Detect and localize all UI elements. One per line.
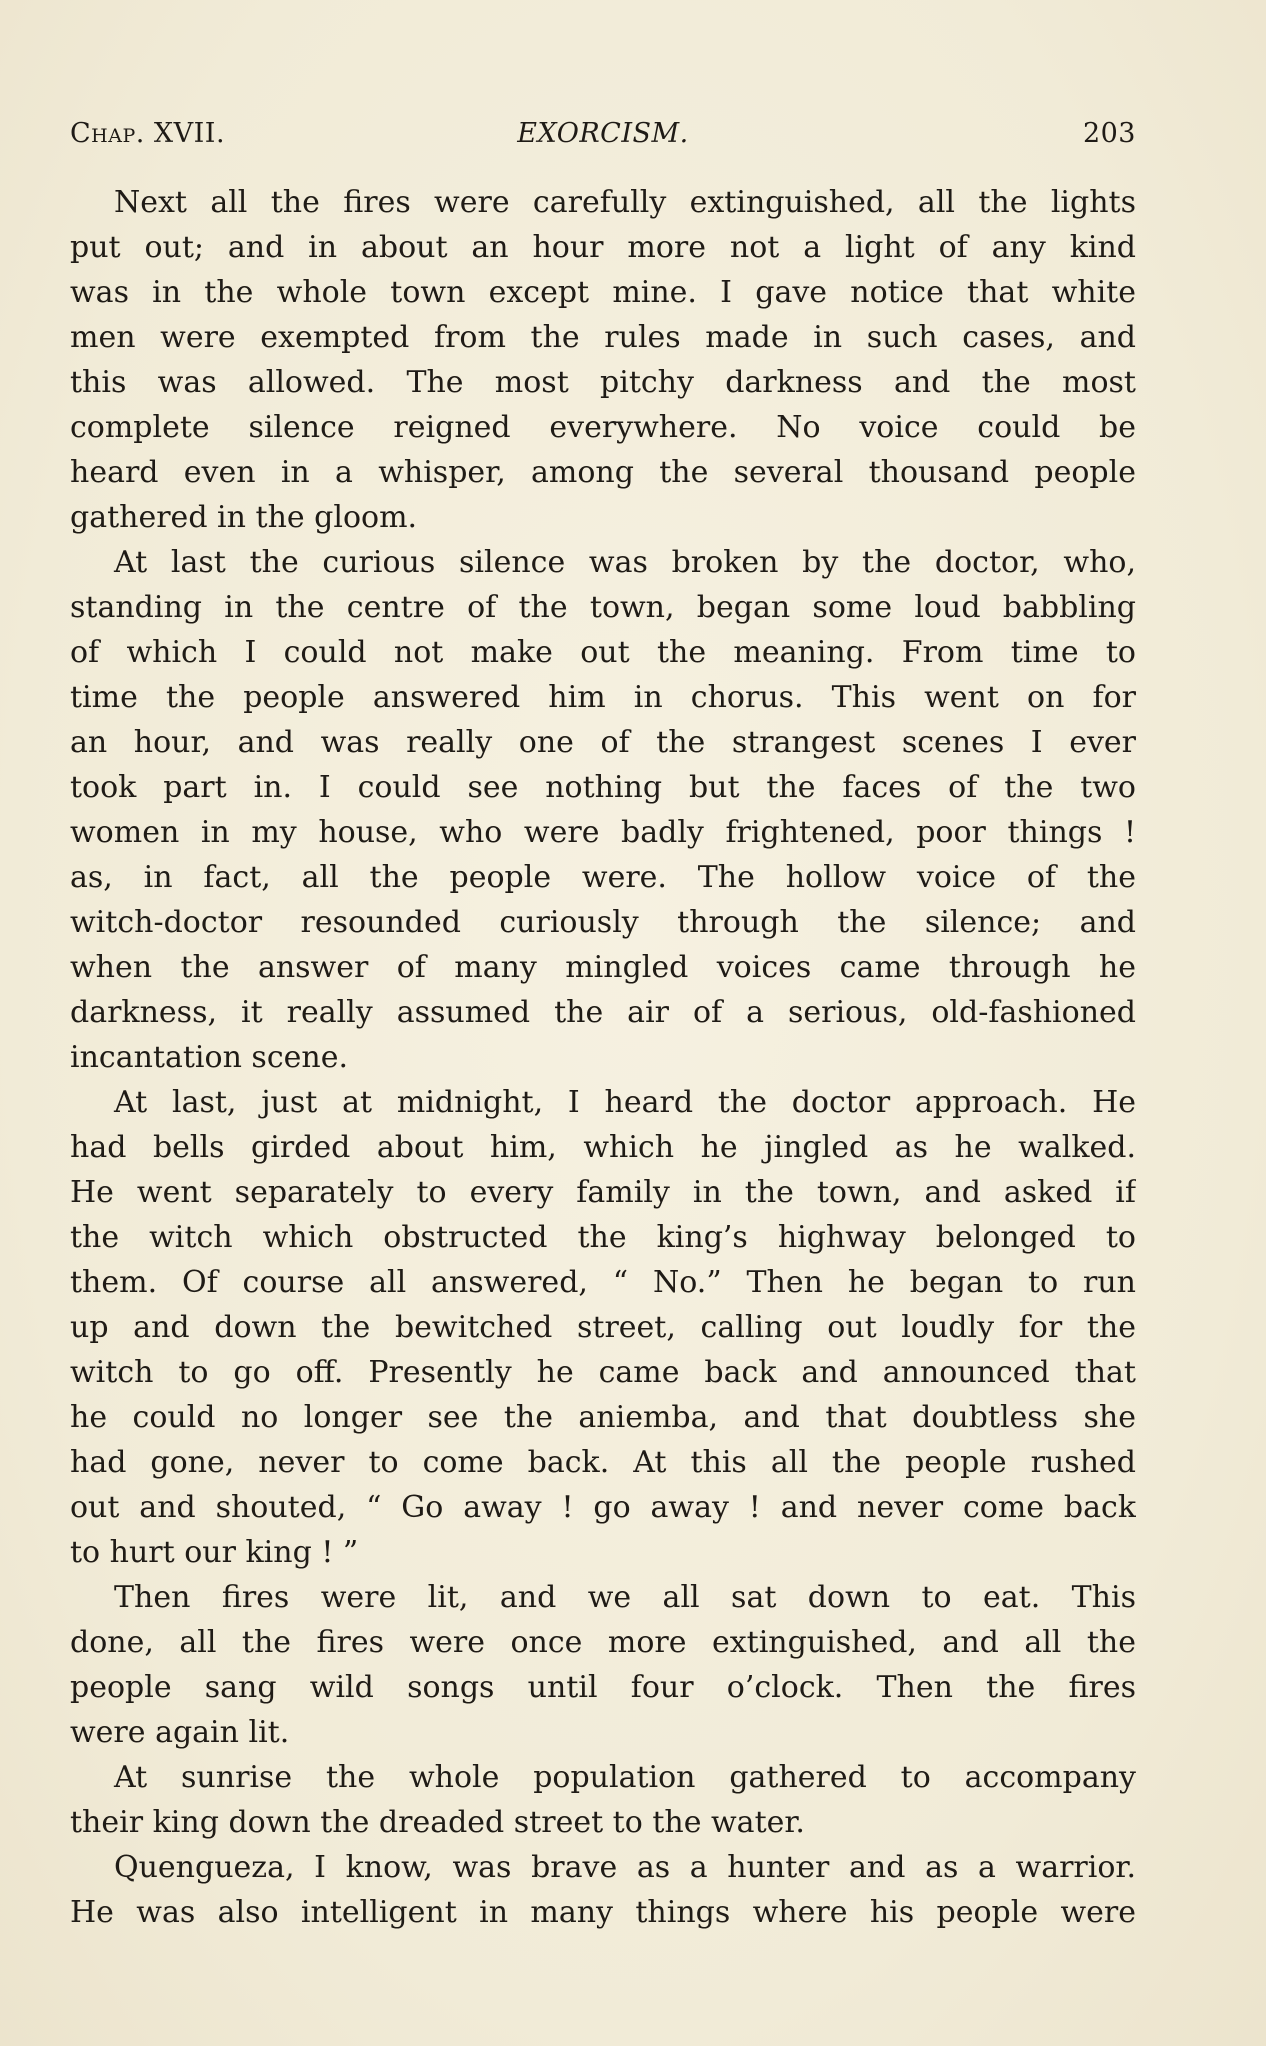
running-head bbox=[70, 118, 1136, 158]
text-line: Next all the fires were carefully extinguished, all the lights bbox=[114, 185, 1136, 220]
text-line: Quengueza, I know, was brave as a hunter and as a warrior. bbox=[114, 1850, 1136, 1885]
text-line: was in the whole town except mine. I gave notice that white bbox=[70, 275, 1136, 310]
body-text bbox=[70, 180, 1136, 1935]
text-line: up and down the bewitched street, calling out loudly for the bbox=[70, 1310, 1136, 1345]
text-line: out and shouted, “ Go away ! go away ! and never come back bbox=[70, 1490, 1136, 1525]
text-line: He was also intelligent in many things where his people were bbox=[70, 1895, 1136, 1930]
text-line: At last, just at midnight, I heard the doctor approach. He bbox=[114, 1085, 1136, 1120]
text-line: took part in. I could see nothing but the faces of the two bbox=[70, 770, 1136, 805]
chapter-label: Chap. XVII. bbox=[70, 118, 226, 149]
text-line: gathered in the gloom. bbox=[70, 500, 418, 535]
text-line: their king down the dreaded street to the water. bbox=[70, 1805, 805, 1840]
text-line: of which I could not make out the meaning. From time to bbox=[70, 635, 1136, 670]
text-line: time the people answered him in chorus. This went on for bbox=[70, 680, 1136, 715]
text-line: darkness, it really assumed the air of a serious, old-fashioned bbox=[70, 995, 1136, 1030]
text-line: Then fires were lit, and we all sat down to eat. This bbox=[114, 1580, 1136, 1615]
text-line: incantation scene. bbox=[70, 1040, 348, 1075]
text-line: done, all the fires were once more extinguished, and all the bbox=[70, 1625, 1136, 1660]
text-line: men were exempted from the rules made in such cases, and bbox=[70, 320, 1136, 355]
page-number: 203 bbox=[1082, 118, 1136, 149]
text-line: people sang wild songs until four o’clock. Then the fires bbox=[70, 1670, 1136, 1705]
text-line: had gone, never to come back. At this all the people rushed bbox=[70, 1445, 1136, 1480]
text-line: when the answer of many mingled voices came through he bbox=[70, 950, 1136, 985]
text-line: an hour, and was really one of the strangest scenes I ever bbox=[70, 725, 1136, 760]
text-line: heard even in a whisper, among the several thousand people bbox=[70, 455, 1136, 490]
text-line: to hurt our king ! ” bbox=[70, 1535, 359, 1570]
text-line: he could no longer see the aniemba, and that doubtless she bbox=[70, 1400, 1136, 1435]
text-line: witch to go off. Presently he came back and announced that bbox=[70, 1355, 1136, 1390]
text-line: witch-doctor resounded curiously through the silence; and bbox=[70, 905, 1136, 940]
chapter-title: EXORCISM. bbox=[517, 118, 689, 149]
text-line: women in my house, who were badly frightened, poor things ! bbox=[70, 815, 1136, 850]
text-line: were again lit. bbox=[70, 1715, 290, 1750]
text-line: the witch which obstructed the king’s highway belonged to bbox=[70, 1220, 1136, 1255]
text-line: had bells girded about him, which he jingled as he walked. bbox=[70, 1130, 1136, 1165]
text-line: complete silence reigned everywhere. No voice could be bbox=[70, 410, 1136, 445]
text-line: as, in fact, all the people were. The hollow voice of the bbox=[70, 860, 1136, 895]
text-line: standing in the centre of the town, began some loud babbling bbox=[70, 590, 1136, 625]
text-line: put out; and in about an hour more not a light of any kind bbox=[70, 230, 1136, 265]
text-line: them. Of course all answered, “ No.” Then he began to run bbox=[70, 1265, 1136, 1300]
text-line: At sunrise the whole population gathered to accompany bbox=[114, 1760, 1136, 1795]
text-line: At last the curious silence was broken by the doctor, who, bbox=[114, 545, 1136, 580]
text-line: this was allowed. The most pitchy darkness and the most bbox=[70, 365, 1136, 400]
text-line: He went separately to every family in the town, and asked if bbox=[70, 1175, 1136, 1210]
